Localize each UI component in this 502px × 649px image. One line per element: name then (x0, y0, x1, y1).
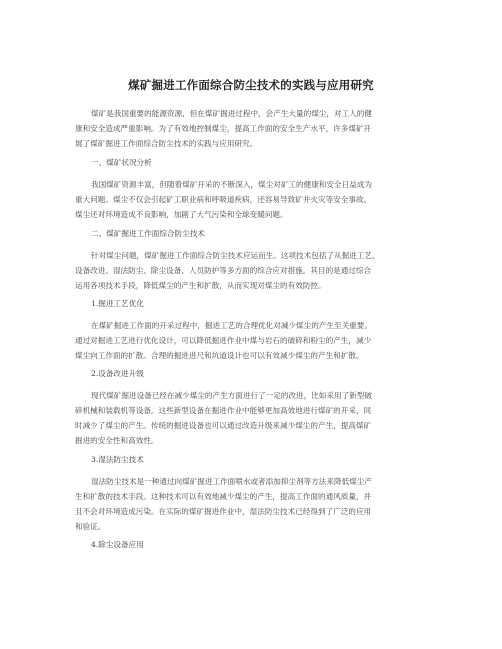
paragraph-line: 时减少了煤尘的产生。传统的掘进设备也可以通过改造升级来减少煤尘的产生，提高煤矿 (75, 421, 372, 430)
paragraph-line: 湿法防尘技术是一种通过向煤矿掘进工作面喷水或者添加抑尘剂等方法来降低煤尘产 (91, 477, 372, 486)
paragraph-line: 重大问题。煤尘不仅会引起矿工职业病和呼吸道疾病，还容易导致矿井火灾等安全事故。 (75, 195, 372, 204)
paragraph-line: 展了煤矿掘进工作面综合防尘技术的实践与应用研究。 (75, 139, 258, 148)
paragraph-line: 且不会对环境造成污染。在实际的煤矿掘进作业中，湿法防尘技术已经得到了广泛的应用 (75, 507, 372, 516)
section-1-paragraph (75, 177, 435, 222)
paragraph-line: 在煤矿掘进工作面的开采过程中，掘进工艺的合理优化对减少煤尘的产生至关重要。 (91, 321, 372, 330)
subsection-heading-2: 2.设备改进升级 (91, 369, 144, 378)
subsection-heading-3: 3.湿法防尘技术 (91, 455, 144, 464)
paragraph-line: 现代煤矿掘进设备已经在减少煤尘的产生方面进行了一定的改进，比如采用了新型破 (91, 391, 372, 400)
paragraph-line: 煤尘向工作面的扩散。合理的掘进进尺和坑道设计也可以有效减少煤尘的产生和扩散。 (75, 351, 364, 360)
paragraph-line: 生和扩散的技术手段。这种技术可以有效地减少煤尘的产生，提高工作面的通风质量，并 (75, 492, 372, 501)
paragraph-line: 我国煤矿资源丰富，但随着煤矿开采的不断深入，煤尘对矿工的健康和安全日益成为 (91, 180, 372, 189)
subsection-2-paragraph (75, 388, 435, 448)
paragraph-line: 煤尘还对环境造成不良影响，加剧了大气污染和全球变暖问题。 (75, 210, 288, 219)
subsection-heading-1: 1.掘进工艺优化 (91, 299, 144, 308)
paragraph-line: 针对煤尘问题，煤矿掘进工作面综合防尘技术应运而生。这项技术包括了从掘进工艺、 (91, 251, 380, 260)
paragraph-line: 碎机械和装载机等设备。这些新型设备在掘进作业中能够更加高效地进行煤矿的开采，同 (75, 406, 372, 415)
paragraph-line: 康和安全造成严重影响。为了有效地控制煤尘，提高工作面的安全生产水平，许多煤矿开 (75, 124, 372, 133)
paragraph-line: 和验证。 (75, 522, 106, 531)
subsection-heading-4: 4.除尘设备应用 (91, 540, 144, 549)
document-title: 煤矿掘进工作面综合防尘技术的实践与应用研究 (128, 78, 374, 92)
section-2-paragraph (75, 248, 435, 293)
section-heading-1: 一、煤矿状况分析 (91, 158, 152, 167)
paragraph-line: 煤矿是我国重要的能源资源，但在煤矿掘进过程中，会产生大量的煤尘，对工人的健 (91, 109, 372, 118)
intro-paragraph (75, 106, 435, 151)
paragraph-line: 运用各项技术手段，降低煤尘的产生和扩散，从而实现对煤尘的有效防控。 (75, 281, 326, 290)
section-heading-2: 二、煤矿掘进工作面综合防尘技术 (91, 229, 205, 238)
paragraph-line: 掘进的安全性和高效性。 (75, 436, 159, 445)
paragraph-line: 通过对掘进工艺进行优化设计，可以降低掘进作业中煤与岩石的破碎和粉尘的产生，减少 (75, 336, 372, 345)
subsection-3-paragraph (75, 474, 435, 534)
subsection-1-paragraph (75, 318, 435, 363)
paragraph-line: 设备改进、湿法防尘、除尘设备、人员防护等多方面的综合应对措施。其目的是通过综合 (75, 266, 372, 275)
